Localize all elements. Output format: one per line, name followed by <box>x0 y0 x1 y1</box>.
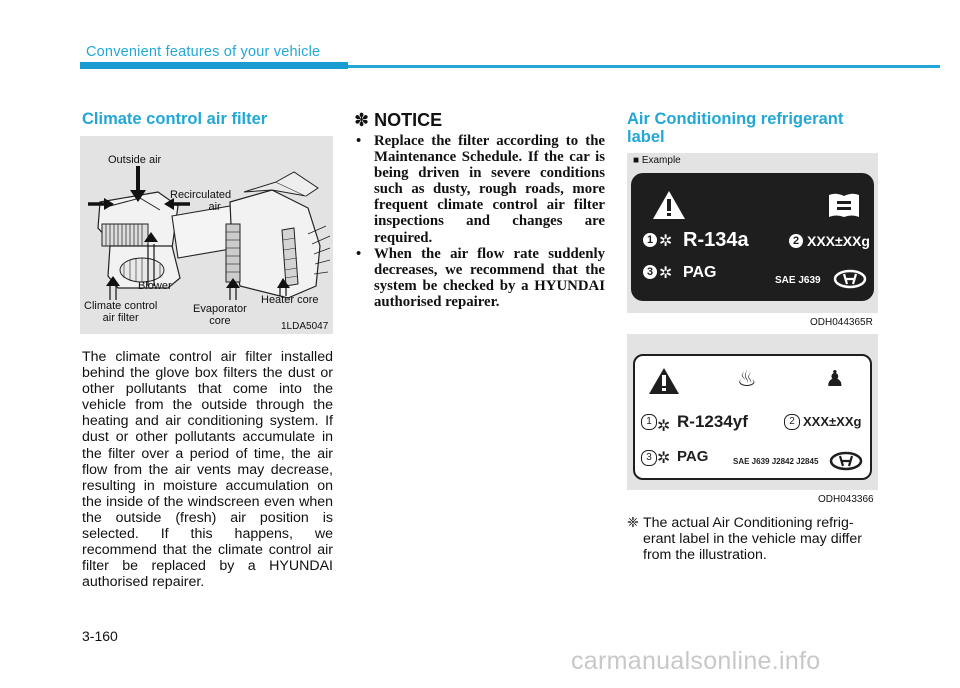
sae-standard: SAE J639 <box>775 275 821 286</box>
service-person-icon: ♟ <box>825 366 845 391</box>
warning-triangle-icon <box>651 189 687 221</box>
note-symbol-icon: ❈ <box>627 515 639 531</box>
refrigerant-note <box>627 515 878 563</box>
number-1-badge: 1 <box>643 233 657 247</box>
figure-code: 1LDA5047 <box>281 321 329 332</box>
refrigerant-note-text: The actual Air Conditioning refrigerant label in the vehicle may differ from the illustration. <box>643 515 862 564</box>
climate-filter-title: Climate control air filter <box>82 110 268 128</box>
refrigerant-label-figure-1 <box>627 153 878 313</box>
watermark: carmanualsonline.info <box>571 647 821 675</box>
bullet-icon: • <box>356 245 362 262</box>
bullet-icon: • <box>356 133 362 149</box>
notice-item <box>354 133 605 246</box>
label-recirculated-line1: Recirculated <box>170 189 232 201</box>
refrigerant-type: R-1234yf <box>677 412 748 431</box>
label-evaporator <box>193 303 247 327</box>
hyundai-logo-icon <box>829 451 863 471</box>
number-2-badge: 2 <box>789 234 803 248</box>
warning-triangle-icon <box>647 366 681 396</box>
notice-title: NOTICE <box>374 110 443 130</box>
label-outside-air: Outside air <box>108 154 162 166</box>
notice-item-text: When the air flow rate suddenly decreases, we recommend that the system be checked by a HYUNDAI authorised repairer. <box>374 245 605 310</box>
label-blower: Blower <box>138 280 172 292</box>
label-evaporator-line1: Evaporator <box>193 303 247 315</box>
manual-book-icon <box>827 191 861 219</box>
refrigerant-amount: XXX±XXg <box>803 414 862 429</box>
oil-can-icon: ✲ <box>657 450 671 467</box>
climate-filter-figure <box>80 136 333 334</box>
refrigerant-label-card-2 <box>633 354 872 480</box>
oil-type: PAG <box>683 264 717 281</box>
label-climate-filter-line1: Climate control <box>84 300 158 312</box>
refrigerant-label-title: Air Conditioning refrigerant label <box>627 110 844 146</box>
section-header-title: Convenient features of your vehicle <box>86 44 321 60</box>
label-evaporator-line2: core <box>209 315 231 327</box>
notice-item-text: Replace the filter according to the Maintenance Schedule. If the car is being driven in severe conditions such as dusty, rough roads, more frequent climate control air filter inspections and changes are required. <box>374 133 605 246</box>
refrigerant-amount: XXX±XXg <box>807 233 870 249</box>
climate-filter-body: The climate control air filter installed behind the glove box filters the dust or other pollutants that come into the vehicle from the outside through the heating and air conditioning system. If dust or other pollutants accumulate in the filter over a period of time, the air flow from the air vents may decrease, resulting in moisture accumulation on the inside of the windscreen even when the outside (fresh) air position is selected. If this happens, we recommend that the climate control air filter be replaced by a HYUNDAI authorised repairer. <box>82 349 333 591</box>
example-label: ■ Example <box>633 155 681 166</box>
notice-symbol-icon: ✽ <box>354 110 370 130</box>
notice-item <box>354 246 605 310</box>
flammable-icon: ♨ <box>737 366 757 391</box>
notice-list <box>354 133 605 310</box>
label-recirculated-line2: air <box>208 201 221 213</box>
hyundai-logo-icon <box>833 269 867 289</box>
refrigerant-label-card-1 <box>631 173 874 301</box>
label-climate-filter-line2: air filter <box>102 312 139 324</box>
label-heater-core: Heater core <box>261 294 319 306</box>
notice-heading <box>354 110 442 131</box>
number-3-badge: 3 <box>643 265 657 279</box>
snowflake-icon: ✲ <box>659 233 673 250</box>
refrigerant-label-figure-2 <box>627 334 878 490</box>
refrigerant-type: R-134a <box>683 229 749 251</box>
label-2-code: ODH043366 <box>818 494 874 505</box>
label-climate-filter <box>84 300 157 324</box>
oil-can-icon: ✲ <box>659 265 673 282</box>
label-recirculated-air <box>170 189 231 213</box>
oil-type: PAG <box>677 448 709 465</box>
number-1-badge: 1 <box>641 414 657 430</box>
header-tab-bar <box>80 62 348 69</box>
sae-standard: SAE J639 J2842 J2845 <box>733 457 819 466</box>
label-1-code: ODH044365R <box>810 317 873 328</box>
page-number: 3-160 <box>82 628 118 644</box>
snowflake-icon: ✲ <box>657 418 671 435</box>
number-3-badge: 3 <box>641 450 657 466</box>
number-2-badge: 2 <box>784 414 800 430</box>
